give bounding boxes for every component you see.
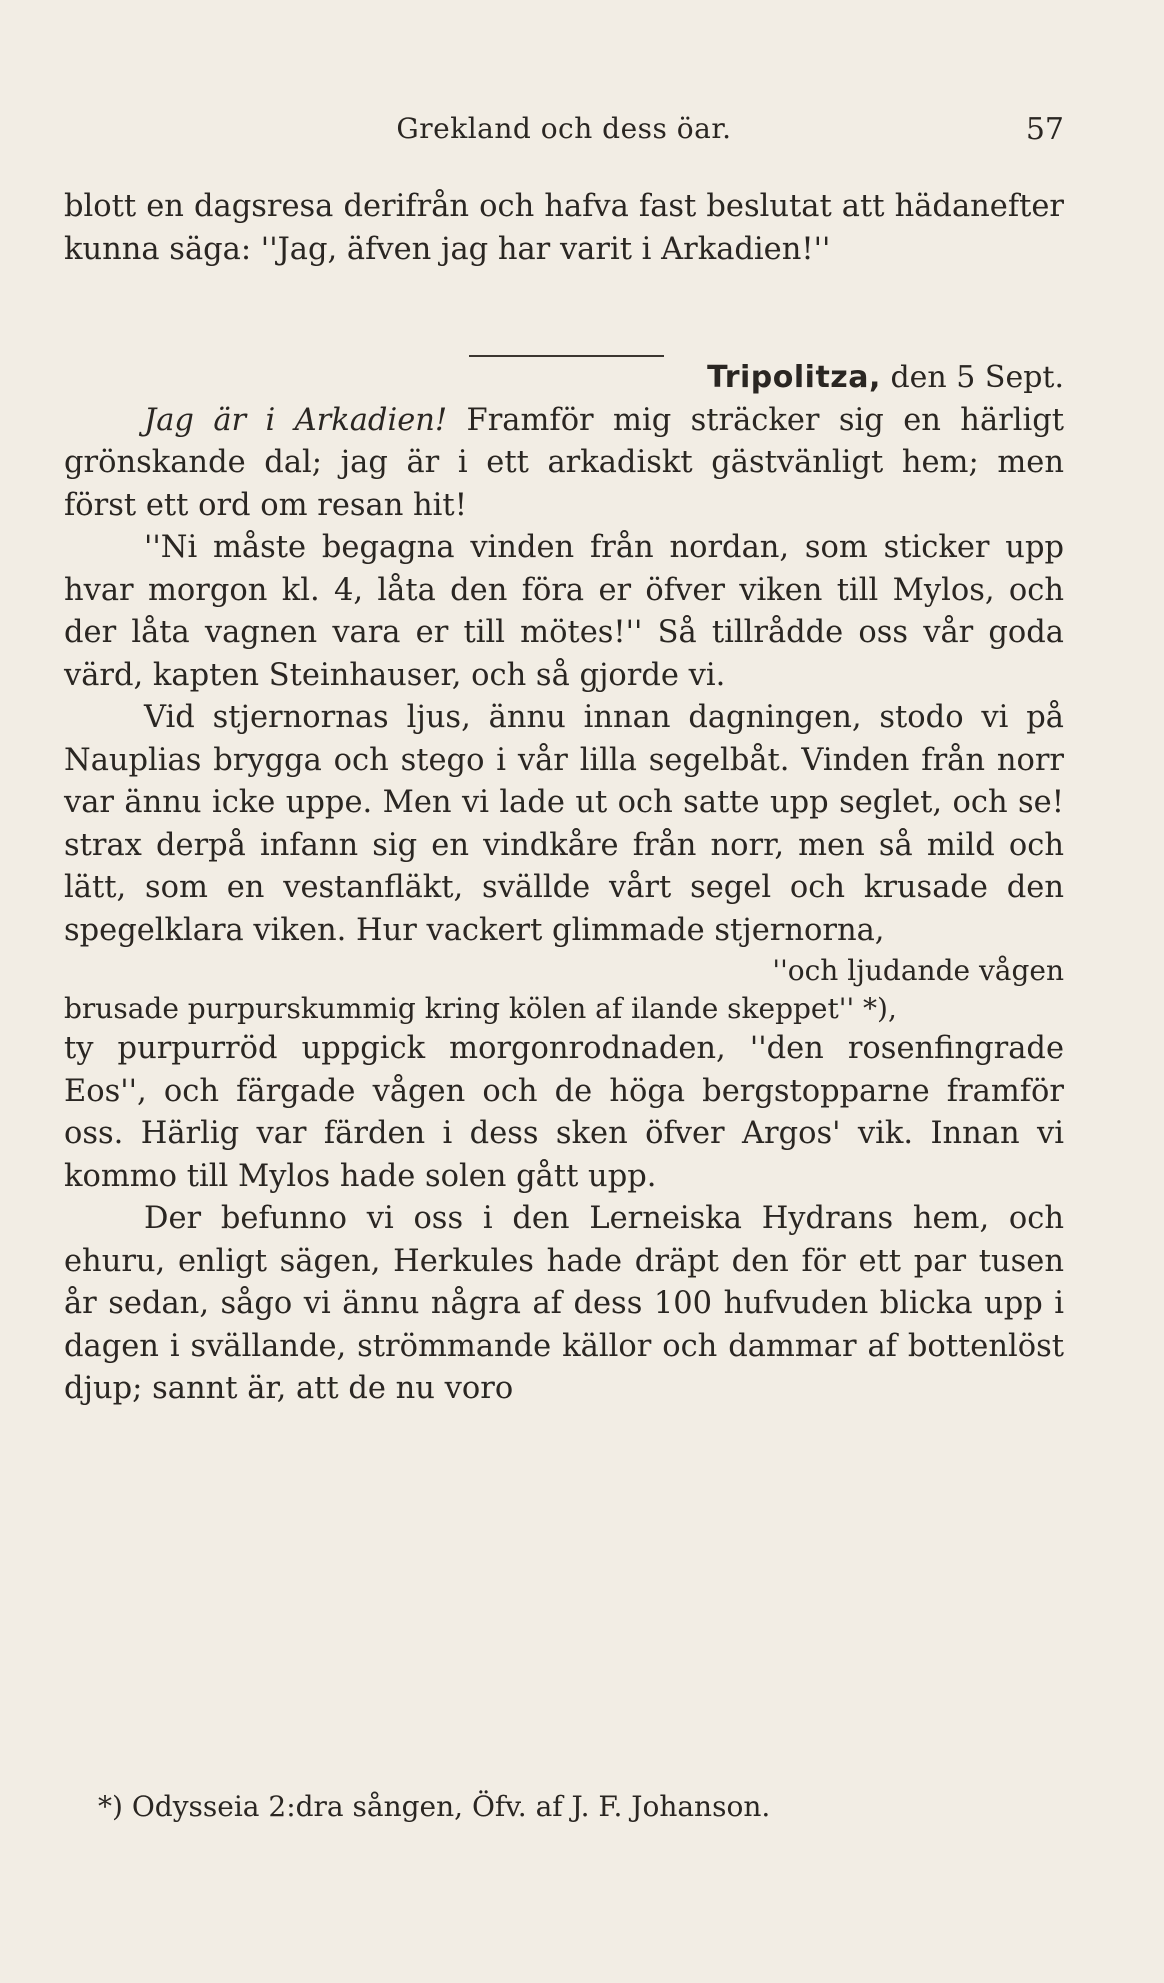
paragraph-1-italic: Jag är i Arkadien!: [144, 402, 448, 438]
dateline: [64, 357, 1064, 400]
footnote: *) Odysseia 2:dra sången, Öfv. af J. F. Johanson.: [98, 1790, 771, 1823]
page-number: 57: [1025, 112, 1064, 147]
opening-text: blott en dagsresa derifrån och hafva fast beslutat att hädanefter kunna säga: ''Jag, äfven jag har varit i Arkadien!'': [64, 189, 1064, 267]
paragraph-1: [64, 400, 1064, 528]
running-title: Grekland och dess öar.: [396, 112, 732, 145]
paragraph-1-text: Framför mig sträcker sig en härligt grönskande dal; jag är i ett arkadiskt gästvänligt hem; men först ett ord om resan hit!: [64, 402, 1065, 523]
continuation-text: ty purpurröd uppgick morgonrodnaden, ''den rosenfingrade Eos'', och färgade vågen och de höga bergstopparne framför oss. Härlig var färden i dess sken öfver Argos' vik. Innan vi kommo till Mylos hade solen gått upp.: [64, 1031, 1064, 1194]
dateline-date: den 5 Sept.: [890, 360, 1064, 395]
dateline-place: Tripolitza,: [707, 360, 881, 395]
final-paragraph: Der befunno vi oss i den Lerneiska Hydrans hem, och ehuru, enligt sägen, Herkules hade dräpt den för ett par tusen år sedan, sågo vi ännu några af dess 100 hufvuden blicka upp i dagen i svällande, strömmande källor och dammar af bottenlöst djup; sannt är, att de nu voro: [64, 1201, 1064, 1406]
page-body: [64, 186, 1064, 1411]
quote-line-1: ''och ljudande vågen: [772, 954, 1064, 987]
quote-line-2: brusade purpurskummig kring kölen af ilande skeppet'' *),: [64, 992, 897, 1025]
running-header: [64, 112, 1064, 152]
paragraph-2: ''Ni måste begagna vinden från nordan, som sticker upp hvar morgon kl. 4, låta den föra er öfver viken till Mylos, och der låta vagnen vara er till mötes!'' Så tillrådde oss vår goda värd, kapten Steinhauser, och så gjorde vi.: [64, 530, 1064, 693]
paragraph-3: Vid stjernornas ljus, ännu innan dagningen, stodo vi på Nauplias brygga och stego i vår lilla segelbåt. Vinden från norr var ännu icke uppe. Men vi lade ut och satte upp seglet, och se! strax derpå infann sig en vindkåre från norr, men så mild och lätt, som en vestanfläkt, svällde vårt segel och krusade den spegelklara viken. Hur vackert glimmade stjernorna,: [64, 700, 1064, 948]
